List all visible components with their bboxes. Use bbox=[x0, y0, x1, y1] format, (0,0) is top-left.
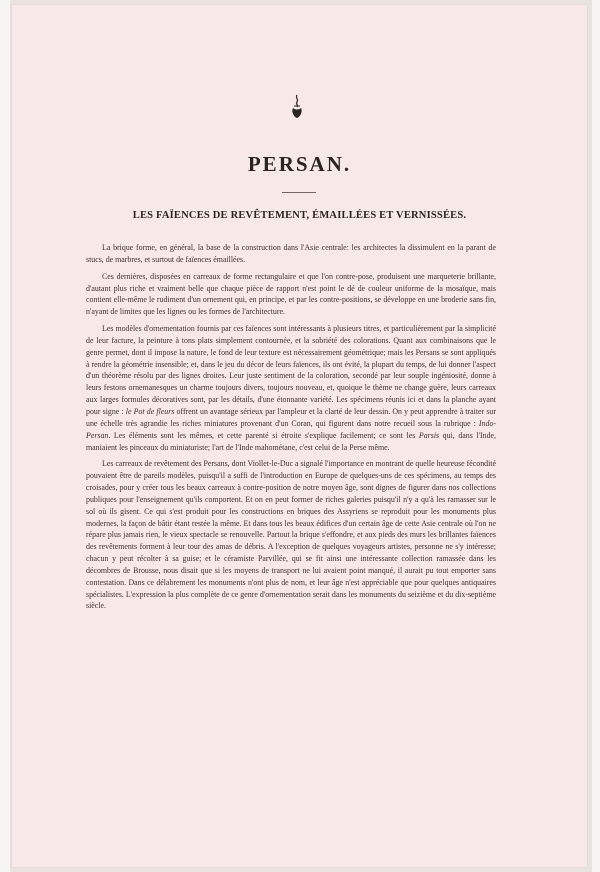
scan-margin-left bbox=[0, 0, 10, 872]
scan-margin-right bbox=[592, 0, 600, 872]
italic-term-pot-de-fleurs: le Pot de fleurs bbox=[125, 406, 175, 416]
paragraph-3-part-a: Les modèles d'ornementation fournis par ces faïences sont intéressants à plusieurs titres, et particulièrement par la simplicité de leur facture, la peinture à tons plats simplement contournée, et la sobriété des colorations. Quant aux combinaisons que le genre permet, dont il impose la nature, le fond de leur texture est nécessairement géométrique; mais les Persans se sont appliqués à rendre la géométrie insensible; et, dans le jeu du décor de leurs faïences, ils ont évité, la plupart du temps, de lui donner l'aspect d'un théorème résolu par des lignes droites. Leur juste sentiment de la coloration, secondé par leur souple ingéniosité, donne à leurs festons ornemanesques un charme toujours divers, toujours nouveau, et, quoique le thème ne change guère, leurs carreaux aux larges formules décoratives sont, par les détails, d'une étonnante variété. Les spécimens réunis ici et dans la planche ayant pour signe : bbox=[86, 324, 496, 416]
page-title: PERSAN. bbox=[247, 152, 352, 176]
paragraph-2: Ces dernières, disposées en carreaux de forme rectangulaire et que l'on contre-pose, produisent une marqueterie brillante, d'autant plus riche et vraiment belle que chaque pièce de rapport n'est point le dé de couleur uniforme de la mosaïque, mais contient elle-même le rudiment d'un ornement qui, en principe, et par les contre-positions, se développe en une broderie sans fin, n'ayant de limites que les lignes ou les formes de l'architecture. bbox=[86, 271, 496, 317]
paragraph-3-part-c: . Les éléments sont les mêmes, et cette parenté si étroite s'explique facilement; ce sont les bbox=[108, 430, 419, 440]
section-subtitle: LES FAÏENCES DE REVÊTEMENT, ÉMAILLÉES ET VERNISSÉES. bbox=[132, 210, 467, 221]
paragraph-3-part-d: qui, dans l'Inde, maniaient les pinceaux du miniaturiste; l'art de l'Inde mahométane, c'est celui de la Perse même. bbox=[86, 430, 497, 452]
paragraph-3-part-b: offrent un avantage sérieux par l'ampleur et la clarté de leur dessin. On y peut apprendre à traiter sur une échelle très agrandie les riches miniatures provenant d'un Coran, qui figurent dans notre recueil sous la rubrique : bbox=[86, 406, 496, 428]
paragraph-4: Les carreaux de revêtement des Persans, dont Viollet-le-Duc a signalé l'importance en montrant de quelle heureuse fécondité pouvaient être de pareils modèles, puisqu'il a suffi de l'introduction en Europe de quelques-uns de ces spécimens, au temps des croisades, pour y créer tous les beaux carreaux à contre-position de notre moyen âge, sont dignes de figurer dans nos collections publiques pour l'enseignement qu'ils comportent. Et on en peut former de riches galeries puisqu'il n'y a qu'à les ramasser sur le sol où ils gisent. Ce qui s'est produit pour les constructions en briques des Assyriens se reproduit pour les monuments plus modernes, la façon de bâtir étant restée la même. Et dans tous les beaux édifices d'un certain âge de cette Asie centrale où l'on ne répare plus jamais rien, le vieux spectacle se renouvelle. Partout la brique s'effondre, et aux pieds des murs les brillantes faïences des revêtements forment à leur tour des amas de débris. A l'exception de quelques voyageurs artistes, personne ne s'y intéresse; chacun y peut récolter à sa guise; et le céramiste Parvillée, qui se fit ainsi une intéressante collection ramassée dans les décombres de Brousse, nous disait que si les moyens de transport ne lui avaient point manqué, il aurait pu tout emporter sans contestation. Dans ce délabrement les monuments n'ont plus de nom, et leur âge n'est appréciable que pour quelques antiquaires spécialistes. L'expression la plus complète de ce genre d'ornementation serait dans les monuments du seizième et du dix-septième siècle. bbox=[86, 459, 496, 611]
paragraph-1: La brique forme, en général, la base de la construction dans l'Asie centrale: les architectes la dissimulent en la parant de stucs, de marbres, et surtout de faïences émaillées. bbox=[86, 243, 496, 264]
paragraph-3 bbox=[86, 323, 496, 453]
italic-term-parsis: Parsis bbox=[418, 430, 440, 440]
document-page bbox=[11, 4, 588, 868]
fleuron-ornament-icon bbox=[290, 94, 304, 120]
italic-term-indo-persan: Indo-Persan bbox=[86, 418, 496, 440]
body-text bbox=[86, 242, 496, 617]
title-divider bbox=[282, 192, 316, 193]
